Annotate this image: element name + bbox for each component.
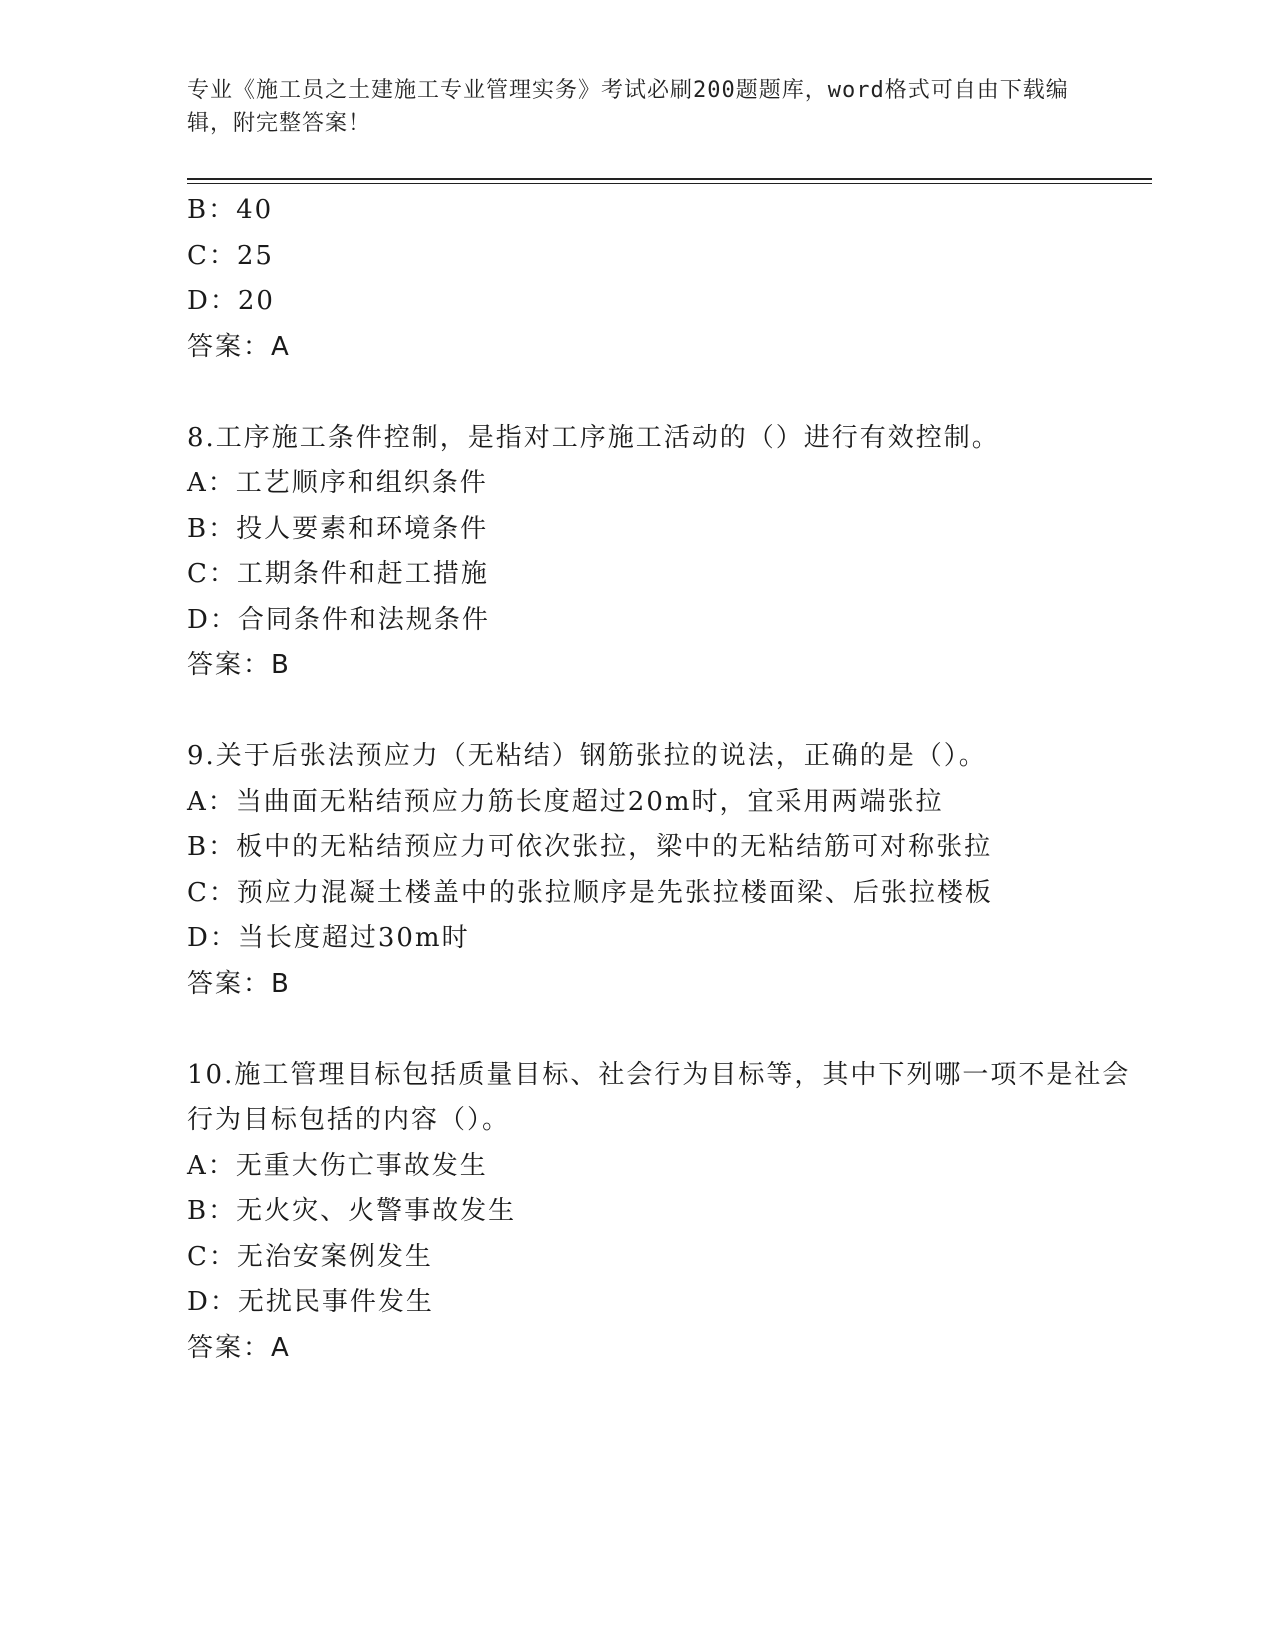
spacer (187, 1007, 1147, 1053)
question-stem: 10.施工管理目标包括质量目标、社会行为目标等，其中下列哪一项不是社会行为目标包括的内容（）。 (187, 1059, 1131, 1135)
header-rule-thin (187, 183, 1152, 184)
option-c: C：工期条件和赶工措施 (187, 559, 489, 589)
document-header: 专业《施工员之土建施工专业管理实务》考试必刷200题题库，word格式可自由下载编辑，附完整答案！ (187, 78, 1069, 136)
option-a: A：无重大伤亡事故发生 (187, 1150, 488, 1181)
answer-line: 答案：B (187, 650, 291, 680)
option-b: B：板中的无粘结预应力可依次张拉，梁中的无粘结筋可对称张拉 (187, 832, 993, 862)
spacer (187, 689, 1147, 735)
question-10 (187, 1053, 1147, 1372)
question-content (187, 188, 1147, 1371)
answer-line: 答案：B (187, 968, 291, 999)
question-8 (187, 416, 1147, 689)
option-a: A：当曲面无粘结预应力筋长度超过20m时，宜采用两端张拉 (187, 786, 944, 817)
question-9 (187, 734, 1147, 1007)
answer-line: 答案：A (187, 331, 291, 362)
option-c: C：预应力混凝土楼盖中的张拉顺序是先张拉楼面梁、后张拉楼板 (187, 877, 993, 908)
question-stem: 8.工序施工条件控制，是指对工序施工活动的（）进行有效控制。 (187, 422, 1000, 453)
option-b: B：投人要素和环境条件 (187, 513, 489, 544)
prev-question (187, 188, 1147, 370)
option-d: D：20 (187, 286, 275, 316)
option-d: D：无扰民事件发生 (187, 1287, 434, 1317)
question-stem: 9.关于后张法预应力（无粘结）钢筋张拉的说法，正确的是（）。 (187, 741, 987, 771)
option-b: B：40 (187, 195, 274, 225)
option-c: C：25 (187, 240, 274, 271)
option-c: C：无治安案例发生 (187, 1241, 433, 1272)
option-d: D：合同条件和法规条件 (187, 604, 490, 635)
option-d: D：当长度超过30m时 (187, 923, 470, 953)
spacer (187, 370, 1147, 416)
answer-line: 答案：A (187, 1332, 291, 1363)
header-rule-thick (187, 178, 1152, 180)
option-b: B：无火灾、火警事故发生 (187, 1196, 517, 1226)
option-a: A：工艺顺序和组织条件 (187, 468, 488, 498)
